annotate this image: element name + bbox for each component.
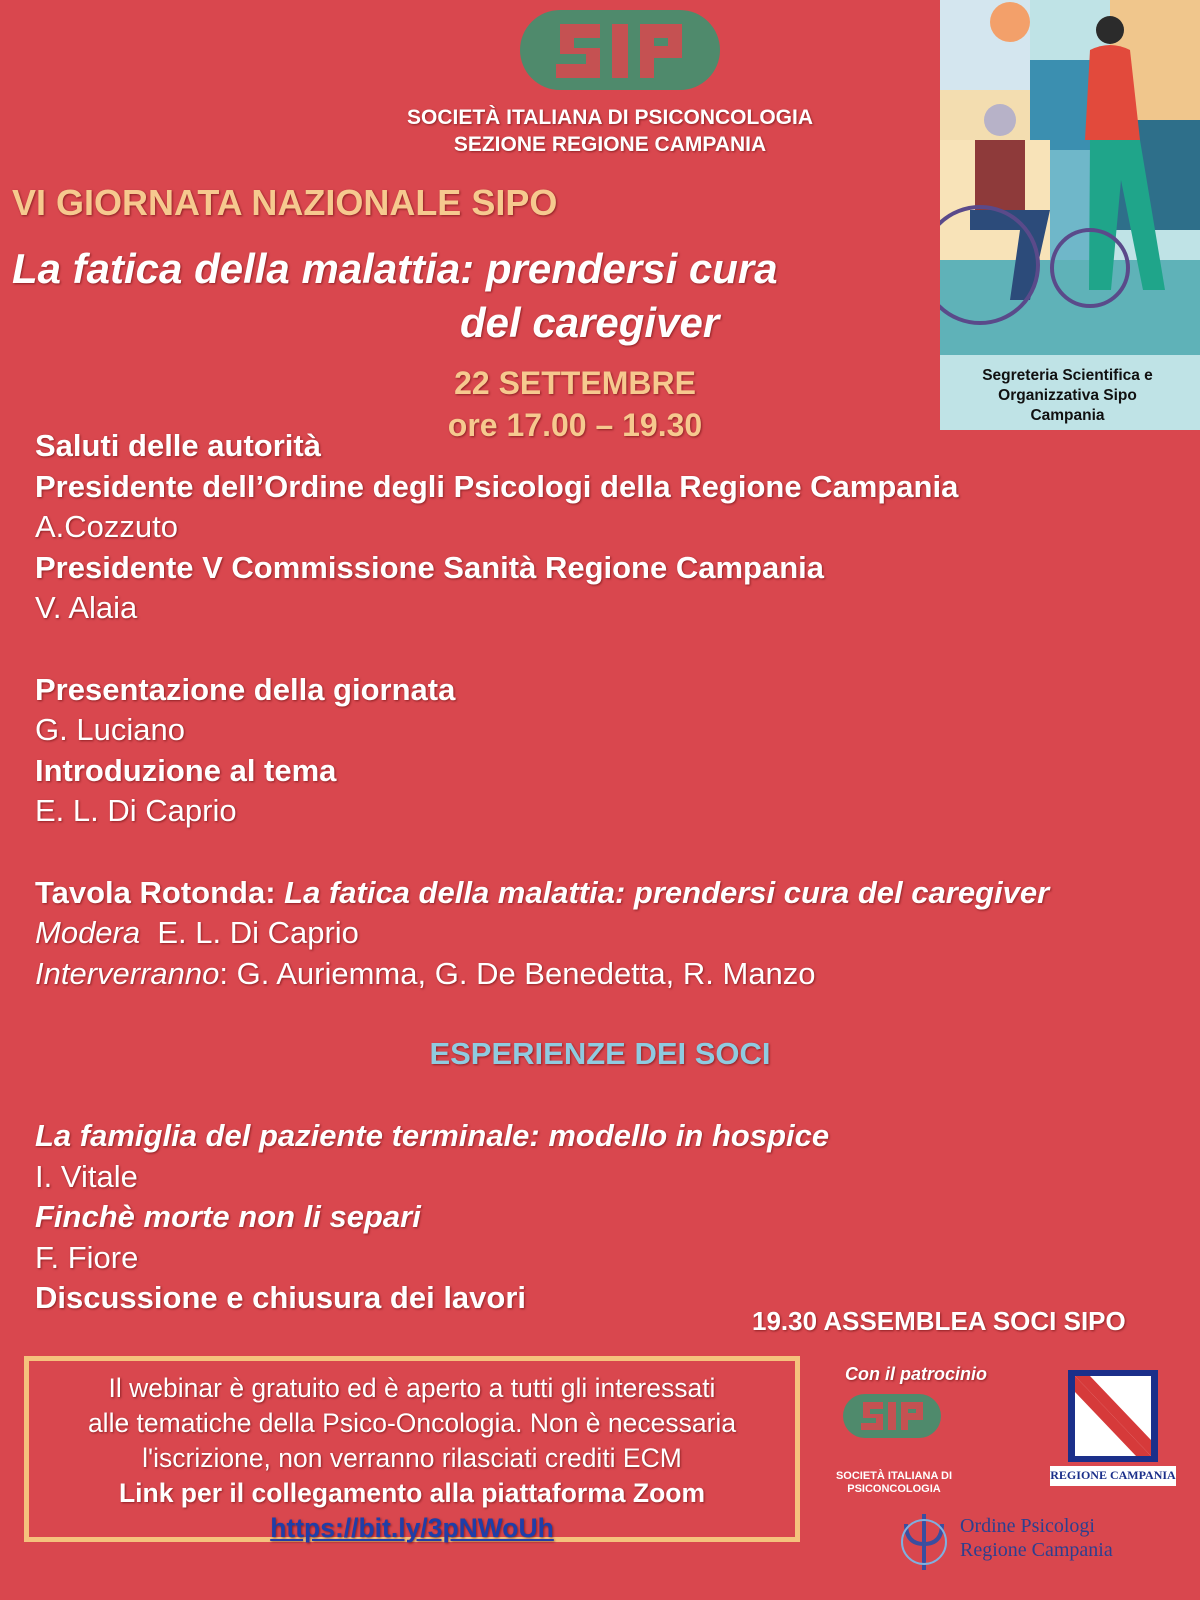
regione-campania-logo bbox=[1050, 1370, 1176, 1492]
ordine-line2: Regione Campania bbox=[960, 1539, 1113, 1561]
interverranno-label: Interverranno bbox=[35, 955, 220, 991]
ordine-text bbox=[960, 1514, 1113, 1562]
program-presentazione: Presentazione della giornata bbox=[35, 671, 456, 707]
modera-name: E. L. Di Caprio bbox=[140, 915, 359, 951]
speaker-vitale: I. Vitale bbox=[35, 1158, 138, 1194]
info-line4: Link per il collegamento alla piattaforma Zoom bbox=[118, 1478, 706, 1508]
info-line2: alle tematiche della Psico-Oncologia. Non è necessaria bbox=[87, 1408, 737, 1438]
date-text: 22 SETTEMBRE bbox=[454, 365, 696, 401]
speaker-alaia: V. Alaia bbox=[35, 590, 138, 626]
sipo-caption bbox=[826, 1470, 962, 1496]
webinar-info-box bbox=[24, 1356, 800, 1542]
caption-line1: Segreteria Scientifica e bbox=[982, 367, 1153, 384]
psi-icon bbox=[898, 1510, 950, 1574]
program-introduzione: Introduzione al tema bbox=[35, 752, 337, 788]
main-title bbox=[12, 242, 872, 350]
sipo-caption-line2: PSICONCOLOGIA bbox=[847, 1483, 941, 1495]
program bbox=[35, 426, 1195, 1319]
speaker-luciano: G. Luciano bbox=[35, 712, 185, 748]
program-finche: Finchè morte non li separi bbox=[35, 1199, 421, 1235]
spacer bbox=[35, 994, 1195, 1035]
patrocinio-label: Con il patrocinio bbox=[845, 1364, 987, 1384]
assemblea-notice: 19.30 ASSEMBLEA SOCI SIPO bbox=[752, 1306, 1126, 1336]
organization-name bbox=[370, 104, 850, 158]
sipo-logo bbox=[520, 4, 720, 96]
modera-label: Modera bbox=[35, 915, 141, 951]
ordine-psicologi-logo bbox=[898, 1510, 1128, 1574]
program-famiglia: La famiglia del paziente terminale: modello in hospice bbox=[35, 1118, 830, 1154]
ordine-line1: Ordine Psicologi bbox=[960, 1515, 1095, 1537]
spacer bbox=[35, 1076, 1195, 1117]
illustration-caption bbox=[940, 366, 1195, 426]
main-title-line1: La fatica della malattia: prendersi cura bbox=[12, 245, 778, 292]
main-title-line2: del caregiver bbox=[460, 299, 720, 346]
sipo-caption-line1: SOCIETÀ ITALIANA DI bbox=[835, 1470, 953, 1482]
tavola-title: La fatica della malattia: prendersi cura del caregiver bbox=[284, 874, 1050, 910]
spacer bbox=[35, 629, 1195, 670]
section-esperienze: ESPERIENZE DEI SOCI bbox=[429, 1036, 771, 1071]
interverranno-names: : G. Auriemma, G. De Benedetta, R. Manzo bbox=[219, 955, 816, 991]
program-modera bbox=[35, 913, 1195, 954]
caption-line3: Campania bbox=[1030, 407, 1105, 424]
speaker-dicaprio: E. L. Di Caprio bbox=[35, 793, 237, 829]
org-line2: SEZIONE REGIONE CAMPANIA bbox=[453, 133, 767, 156]
sipo-logo-small bbox=[843, 1392, 941, 1440]
speaker-cozzuto: A.Cozzuto bbox=[35, 509, 179, 545]
time-text: ore 17.00 – 19.30 bbox=[447, 407, 703, 443]
event-title: VI GIORNATA NAZIONALE SIPO bbox=[12, 182, 558, 223]
regione-label: REGIONE CAMPANIA bbox=[1050, 1468, 1176, 1482]
tavola-label: Tavola Rotonda: bbox=[35, 874, 285, 910]
caption-line2: Organizzativa Sipo bbox=[998, 387, 1137, 404]
org-line1: SOCIETÀ ITALIANA DI PSICONCOLOGIA bbox=[406, 106, 813, 129]
spacer bbox=[35, 832, 1195, 873]
program-saluti: Saluti delle autorità bbox=[35, 428, 321, 463]
info-line1: Il webinar è gratuito ed è aperto a tutti gli interessati bbox=[108, 1373, 716, 1403]
speaker-fiore: F. Fiore bbox=[35, 1239, 139, 1275]
info-line3: l'iscrizione, non verranno rilasciati crediti ECM bbox=[142, 1443, 682, 1473]
program-discussione: Discussione e chiusura dei lavori bbox=[35, 1280, 527, 1316]
program-presidente-ordine: Presidente dell’Ordine degli Psicologi della Regione Campania bbox=[35, 468, 959, 504]
zoom-link[interactable]: https://bit.ly/3pNWoUh bbox=[270, 1513, 554, 1543]
program-tavola-rotonda bbox=[35, 873, 1195, 914]
program-presidente-commissione: Presidente V Commissione Sanità Regione Campania bbox=[35, 549, 825, 585]
program-interverranno bbox=[35, 954, 1195, 995]
